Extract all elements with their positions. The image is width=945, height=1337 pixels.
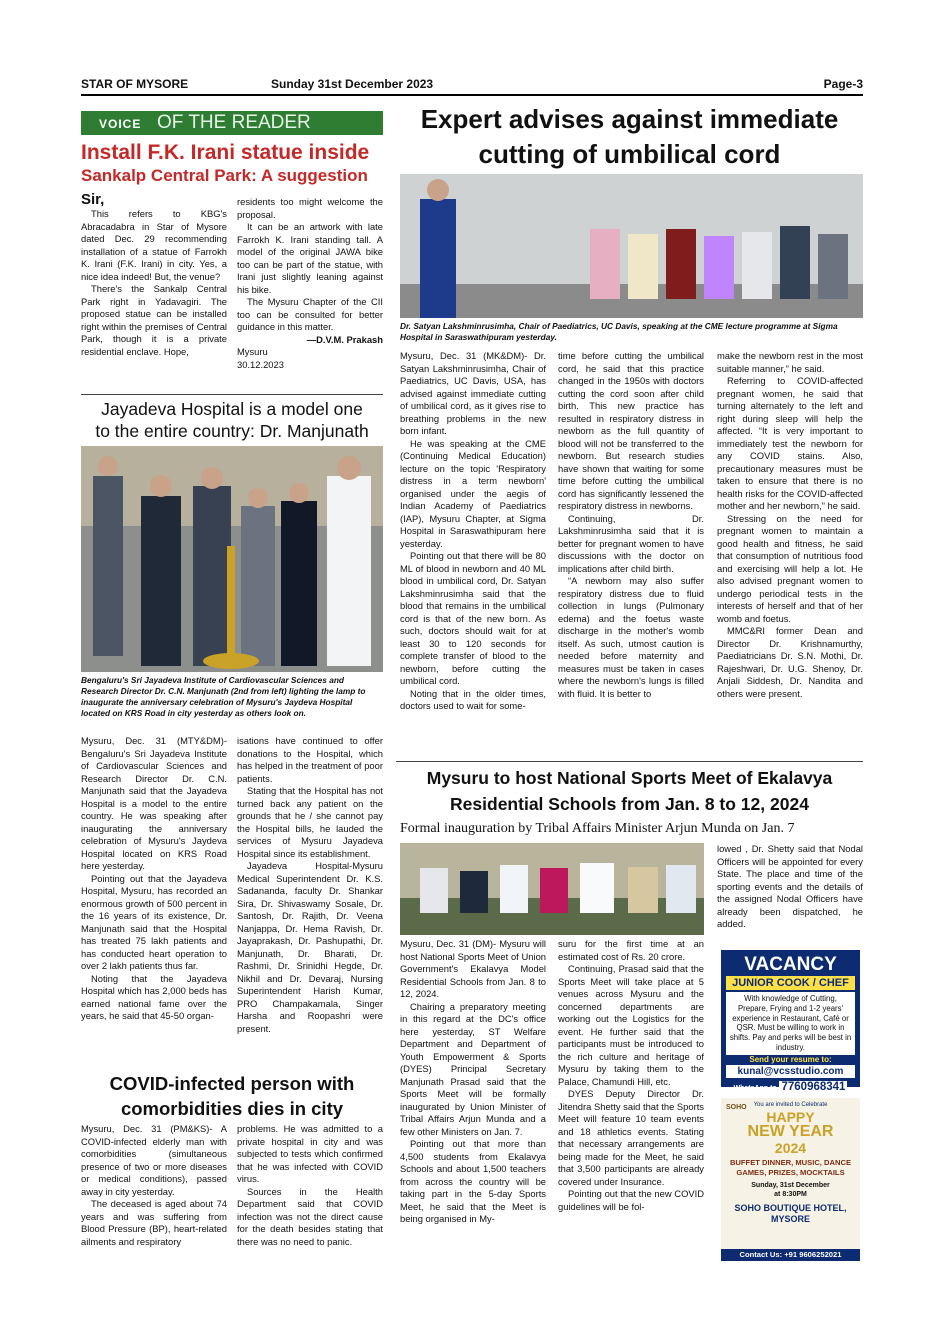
vacancy-ad[interactable] bbox=[721, 950, 860, 1093]
sports-paragraph: DYES Deputy Director Dr. Jitendra Shetty said that the Sports Meet will feature 10 team events and 18 athletics events. Stating that necessary arrangements are being made for the Meet, he said that 3,500 participants are already covered under Insurance. bbox=[558, 1088, 704, 1187]
letter-col-2 bbox=[237, 196, 383, 371]
sports-paragraph: suru for the first time at an estimated cost of Rs. 20 crore. bbox=[558, 938, 704, 962]
newyear-venue: SOHO BOUTIQUE HOTEL, bbox=[734, 1203, 847, 1213]
letter-paragraph: This refers to KBG's Abracadabra in Star of Mysore dated Dec. 29 recommending installation of a statue of Farrokh K. Irani (F.K. Irani) in city. Yes, a nice idea indeed! But, the venue? bbox=[81, 208, 227, 282]
letter-paragraph: The Mysuru Chapter of the CII too can be consulted for better guidance in this matter. bbox=[237, 296, 383, 332]
sports-headline bbox=[396, 765, 863, 817]
jayadeva-paragraph: Jayadeva Hospital-Mysuru Medical Superintendent Dr. K.S. Sadananda, faculty Dr. Shankar Sira, Dr. Shivaswamy Sosale, Dr. Santosh, Dr. Rajith, Dr. Veena Nanjappa, Dr. Hema Ravish, Dr. Jayaprakash, Dr. Pashupathi, Dr. Manjunath, Dr. Bharati, Dr. Rashmi, Dr. Srinidhi Hegde, Dr. Nikhil and Dr. Devaraj, Nursing Superintendent Harish Kumar, PRO Champakamala, Singer Harsha and Roopashri were present. bbox=[237, 860, 383, 1034]
letter-paragraph: It can be an artwork with late Farrokh K. Irani standing tall. A model of the original JAWA bike too can be part of the statue, with Irani just slightly leaning against his bike. bbox=[237, 221, 383, 295]
umbilical-headline-line-2: cutting of umbilical cord bbox=[478, 139, 781, 169]
sports-meeting-photo bbox=[400, 843, 704, 935]
sports-paragraph: Chairing a preparatory meeting in this regard at the DC's office here yesterday, ST Welfare Department and Department of Youth Empowerment & Sports (DYES) Principal Secretary Manjunath Prasad said that the Sports Meet will be formally inaugurated by Union Minister of Tribal Affairs Arjun Munda and a few other Ministers on Jan. 7. bbox=[400, 1000, 546, 1137]
vacancy-role: JUNIOR COOK / CHEF bbox=[726, 976, 855, 990]
cme-photo-illustration bbox=[400, 174, 863, 318]
umbilical-col-2 bbox=[558, 350, 704, 700]
jayadeva-paragraph: Stating that the Hospital has not turned back any patient on the grounds that he / she cannot pay the Hospital bills, he lauded the services of Mysuru Jayadeva Hospital since its establishment. bbox=[237, 785, 383, 859]
letter-signature: —D.V.M. Prakash bbox=[306, 333, 383, 345]
covid-col-1 bbox=[81, 1123, 227, 1248]
of-the-reader-label: OF THE READER bbox=[157, 112, 311, 133]
sports-subhead: Formal inauguration by Tribal Affairs Minister Arjun Munda on Jan. 7 bbox=[400, 821, 795, 836]
section-rule bbox=[396, 761, 863, 762]
issue-date: Sunday 31st December 2023 bbox=[271, 77, 434, 91]
whatsapp-label: WhatsApp to bbox=[733, 1084, 777, 1092]
jayadeva-paragraph: Pointing out that the Jayadeva Hospital, Mysuru, has recorded an enormous growth of 500 percent in the 16 years of its existence, Dr. Manjunath said that the Hospital has treated 75 lakh patients and has conducted heart operation to over 2 lakh patients thus far. bbox=[81, 872, 227, 971]
umbilical-paragraph: “A newborn may also suffer respiratory distress due to fluid collection in lungs (Pulmonary edema) and the foetus waste discharge in the mother's womb itself. As such, utmost caution is needed before maternity and measures must be taken in cases where the newborn's lungs is filled with fluid. It is better to bbox=[558, 575, 704, 699]
jayadeva-col-1 bbox=[81, 735, 227, 1023]
umbilical-headline bbox=[396, 102, 863, 172]
covid-paragraph: The deceased is aged about 74 years and was suffering from Blood Pressure (BP), heart-related ailments and respiratory bbox=[81, 1198, 227, 1247]
covid-paragraph: Sources in the Health Department said that COVID infection was not the direct cause for the death besides stating that there was no need to panic. bbox=[237, 1185, 383, 1247]
sports-headline-line-1: Mysuru to host National Sports Meet of Ekalavya bbox=[426, 768, 833, 788]
voice-label: VOICE bbox=[99, 117, 142, 131]
soho-logo: SOHO bbox=[726, 1104, 747, 1111]
jayadeva-photo-illustration bbox=[81, 446, 383, 672]
umbilical-paragraph: Mysuru, Dec. 31 (MK&DM)- Dr. Satyan Lakshminrusimha, Chair of Paediatrics, UC Davis, USA, has advised against immediate cutting of umbilical cord, as it gives rise to breathing problems in the new born infant. bbox=[400, 350, 546, 436]
cme-lecture-photo bbox=[400, 174, 863, 318]
jayadeva-headline-line-1: Jayadeva Hospital is a model one bbox=[101, 399, 363, 419]
paper-name: STAR OF MYSORE bbox=[81, 77, 189, 91]
umbilical-paragraph: MMC&RI former Dean and Director Dr. Krishnamurthy, Paediatricians Dr. S.N. Mothi, Dr. Rajeshwari, Dr. U.G. Shenoy, Dr. Anjali Siddesh, Dr. Nandita and others were present. bbox=[717, 625, 863, 699]
umbilical-paragraph: Pointing out that there will be 80 ML of blood in newborn and 40 ML blood in umbilical cord, Dr. Satyan Lakshminrusimha said that the blood that remains in the umbilical cord is that of the new born. As such, doctors should wait for at least 30 to 120 seconds for complete transfer of blood to the newborn, before cutting the umbilical cord. bbox=[400, 550, 546, 686]
page-number: Page-3 bbox=[823, 77, 863, 91]
covid-paragraph: Mysuru, Dec. 31 (PM&KS)- A COVID-infected elderly man with comorbidities (simultaneous presence of two or more diseases or medical conditions), passed away in city yesterday. bbox=[81, 1123, 227, 1197]
newyear-happy: HAPPY bbox=[766, 1109, 815, 1125]
umbilical-headline-line-1: Expert advises against immediate bbox=[420, 104, 839, 134]
umbilical-col-3 bbox=[717, 350, 863, 700]
umbilical-paragraph: Stressing on the need for pregnant women to maintain a good health and fitness, he said that consumption of nutritious food and exercising will help a lot. He also advised pregnant women to undergo periodical tests in the interests of herself and that of her womb and foetus. bbox=[717, 512, 863, 624]
covid-headline bbox=[81, 1071, 383, 1121]
covid-paragraph: problems. He was admitted to a private hospital in city and was subjected to tests which confirmed that he was infected with COVID virus. bbox=[237, 1123, 383, 1184]
jayadeva-col-2 bbox=[237, 735, 383, 1035]
jayadeva-headline-line-2: to the entire country: Dr. Manjunath bbox=[95, 421, 369, 441]
newyear-year: 2024 bbox=[774, 1140, 807, 1156]
umbilical-caption: Dr. Satyan Lakshminrusimha, Chair of Paediatrics, UC Davis, speaking at the CME lecture programme at Sigma Hospital in Saraswathipuram yesterday. bbox=[400, 321, 838, 342]
newyear-line-2: GAMES, PRIZES, MOCKTAILS bbox=[736, 1168, 845, 1177]
sports-col-1 bbox=[400, 938, 546, 1226]
letter-place: Mysuru bbox=[237, 346, 268, 357]
covid-headline-line-2: comorbidities dies in city bbox=[120, 1098, 344, 1119]
newyear-line-1: BUFFET DINNER, MUSIC, DANCE bbox=[729, 1158, 852, 1167]
sports-paragraph: Pointing out that more than 4,500 students from Ekalavya Schools and about 1,500 teachers from across the country will be taking part in the 5-day Sports Meet, he said that the Meet is being organised in My- bbox=[400, 1138, 546, 1224]
covid-headline-line-1: COVID-infected person with bbox=[109, 1073, 355, 1094]
umbilical-paragraph: He was speaking at the CME (Continuing Medical Education) lecture on the topic 'Respiratory distress in a term newborn' organised under the aegis of Indian Academy of Paediatrics (IAP), Mysuru Chapter, at Sigma Hospital in Saraswathipuram here yesterday. bbox=[400, 437, 546, 549]
vacancy-send-label: Send your resume to: bbox=[749, 1054, 832, 1064]
newyear-when: Sunday, 31st December bbox=[751, 1182, 830, 1189]
sports-paragraph: Mysuru, Dec. 31 (DM)- Mysuru will host National Sports Meet of Union Government's Ekalavya Model Residential Schools from Jan. 8 to 12, 2024. bbox=[400, 938, 546, 999]
voice-of-reader-banner bbox=[81, 111, 383, 135]
vacancy-email[interactable]: kunal@vcsstudio.com bbox=[726, 1065, 855, 1078]
newyear-contact[interactable]: Contact Us: +91 9606252021 bbox=[721, 1249, 860, 1261]
vacancy-body: With knowledge of Cutting, Prepare, Frying and 1-2 years' experience in Restaurant, Café or QSR. Must be willing to work in shifts. Pay and perks will be best in industry. bbox=[726, 992, 855, 1055]
section-rule bbox=[81, 394, 383, 395]
sports-paragraph: Continuing, Prasad said that the Sports Meet will take place at 5 venues across Mysuru and the concerned departments are working out the Logistics for the event. He further said that the participants must be introduced to the rich culture and heritage of Mysuru by taking them to the Palace, Chamundi Hill, etc. bbox=[558, 963, 704, 1087]
letter-col-1 bbox=[81, 192, 227, 358]
umbilical-paragraph: make the newborn rest in the most suitable manner,” he said. bbox=[717, 350, 863, 374]
sports-col-2 bbox=[558, 938, 704, 1213]
letter-paragraph: There's the Sankalp Central Park right in Yadavagiri. The proposed statue can be installed right within the premises of Central Park, though it is a private residential enclave. Hope, bbox=[81, 283, 227, 357]
sports-paragraph: Pointing out that the new COVID guidelines will be fol- bbox=[558, 1188, 704, 1212]
sports-top-right bbox=[717, 843, 863, 931]
sports-headline-line-2: Residential Schools from Jan. 8 to 12, 2024 bbox=[450, 794, 809, 814]
jayadeva-lamp-photo bbox=[81, 446, 383, 672]
letter-paragraph: residents too might welcome the proposal. bbox=[237, 196, 383, 220]
umbilical-paragraph: Continuing, Dr. Lakshminrusimha said that it is better for pregnant women to have discussions with the doctor on implications after child birth. bbox=[558, 512, 704, 574]
newyear-time: at 8:30PM bbox=[774, 1191, 807, 1198]
letter-salutation: Sir, bbox=[81, 191, 105, 208]
jayadeva-headline bbox=[81, 398, 383, 442]
vacancy-title: VACANCY bbox=[744, 954, 837, 975]
masthead bbox=[81, 76, 863, 96]
whatsapp-number[interactable]: 7760968341 bbox=[781, 1080, 846, 1093]
jayadeva-paragraph: isations have continued to offer donations to the Hospital, which has helped in the treatment of poor patients. bbox=[237, 735, 383, 784]
jayadeva-caption: Bengaluru's Sri Jayadeva Institute of Cardiovascular Sciences and Research Director Dr. C.N. Manjunath (2nd from left) lighting the lamp to inaugurate the anniversary celebration of Mysuru's Jaydeva Hospital located on KRS Road in city yesterday as others look on. bbox=[81, 675, 366, 718]
letter-date: 30.12.2023 bbox=[237, 358, 284, 370]
umbilical-paragraph: Noting that in the older times, doctors used to wait for some- bbox=[400, 687, 546, 711]
umbilical-paragraph: Referring to COVID-affected pregnant women, he said that turning alternately to the left and right during sleep will help the affected. “It is very important to immediately test the newborn for any COVID stains. Also, precautionary measures must be taken to ensure that there is no health risks for the COVID-affected mother and her newborn,” he said. bbox=[717, 375, 863, 511]
newyear-new-year: NEW YEAR bbox=[747, 1123, 834, 1140]
umbilical-col-1 bbox=[400, 350, 546, 713]
sports-paragraph: lowed , Dr. Shetty said that Nodal Officers will be appointed for every State. The place and time of the sporting events and the details of the assigned Nodal Officers have already been dispatched, he added. bbox=[717, 843, 863, 929]
umbilical-paragraph: time before cutting the umbilical cord, he said that this practice changed in the 1950s with doctors cutting the cord soon after child birth. This new practice has resulted in respiratory distress in newborn as the full quantity of blood will not be transferred to the newborn. But research studies have shown that waiting for some time before cutting the umbilical cord has significantly lessened the respiratory distress in newborns. bbox=[558, 350, 704, 511]
jayadeva-paragraph: Noting that the Jayadeva Hospital which has 2,000 beds has earned national fame over the years, he said that 45-50 organ- bbox=[81, 972, 227, 1021]
covid-col-2 bbox=[237, 1123, 383, 1248]
jayadeva-paragraph: Mysuru, Dec. 31 (MTY&DM)- Bengaluru's Sri Jayadeva Institute of Cardiovascular Sciences and Research Director Dr. C.N. Manjunath said that the Jayadeva Hospital is a model to the entire country. He was speaking after inaugurating the anniversary celebration of Mysuru's Jaydeva Hospital located on KRS Road here yesterday. bbox=[81, 735, 227, 871]
new-year-ad[interactable] bbox=[721, 1098, 860, 1261]
newyear-invite: You are invited to Celebrate bbox=[753, 1102, 828, 1108]
letter-headline-2: Sankalp Central Park: A suggestion bbox=[81, 166, 368, 185]
newyear-city: MYSORE bbox=[770, 1214, 810, 1224]
letter-headline-1: Install F.K. Irani statue inside bbox=[81, 141, 370, 164]
sports-photo-illustration bbox=[400, 843, 704, 935]
